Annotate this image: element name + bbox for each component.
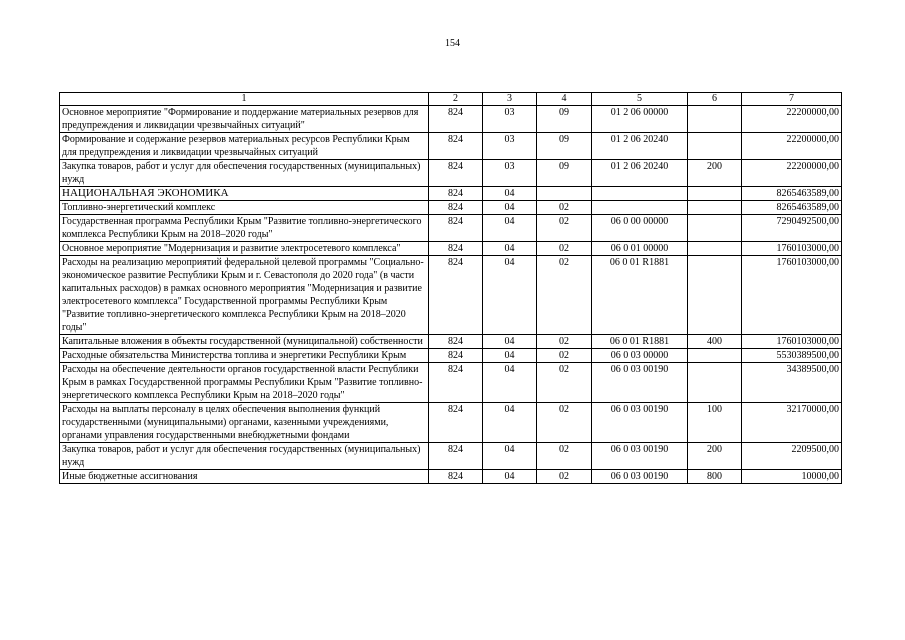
header-cell: 7	[742, 93, 842, 106]
table-row	[60, 133, 842, 160]
section-cell: 04	[483, 256, 537, 335]
section-cell: 04	[483, 470, 537, 484]
section-cell: 04	[483, 335, 537, 349]
header-cell: 1	[60, 93, 429, 106]
subsection-cell: 02	[537, 256, 592, 335]
admin-code-cell: 824	[429, 106, 483, 133]
admin-code-cell: 824	[429, 160, 483, 187]
section-cell: 04	[483, 187, 537, 201]
subsection-cell: 02	[537, 335, 592, 349]
row-name-cell: Основное мероприятие "Модернизация и развитие электросетевого комплекса"	[60, 242, 429, 256]
target-article-cell: 06 0 01 00000	[592, 242, 688, 256]
expense-type-cell	[688, 349, 742, 363]
header-cell: 4	[537, 93, 592, 106]
target-article-cell: 06 0 00 00000	[592, 215, 688, 242]
admin-code-cell: 824	[429, 363, 483, 403]
table-row	[60, 106, 842, 133]
section-cell: 04	[483, 363, 537, 403]
table-row	[60, 470, 842, 484]
budget-table	[59, 92, 842, 484]
row-name-cell: Иные бюджетные ассигнования	[60, 470, 429, 484]
row-name-cell: Государственная программа Республики Крым "Развитие топливно-энергетического комплекса Республики Крым на 2018–2020 годы"	[60, 215, 429, 242]
expense-type-cell	[688, 242, 742, 256]
section-cell: 04	[483, 443, 537, 470]
target-article-cell: 01 2 06 00000	[592, 106, 688, 133]
table-row	[60, 363, 842, 403]
amount-cell: 2209500,00	[742, 443, 842, 470]
header-cell: 2	[429, 93, 483, 106]
expense-type-cell	[688, 133, 742, 160]
section-cell: 04	[483, 215, 537, 242]
row-name-cell: Расходы на реализацию мероприятий федеральной целевой программы "Социально-экономическое развитие Республики Крым и г. Севастополя до 2020 года" (в части капитальных расходов) в рамках основного мероприятия "Модернизация и развитие электросетевого комплекса" Государственной программы Республики Крым "Развитие топливно-энергетического комплекса Республики Крым на 2018–2020 годы"	[60, 256, 429, 335]
subsection-cell: 02	[537, 201, 592, 215]
expense-type-cell: 100	[688, 403, 742, 443]
table-row	[60, 443, 842, 470]
expense-type-cell: 800	[688, 470, 742, 484]
section-cell: 03	[483, 160, 537, 187]
amount-cell: 5530389500,00	[742, 349, 842, 363]
target-article-cell: 01 2 06 20240	[592, 160, 688, 187]
admin-code-cell: 824	[429, 403, 483, 443]
section-cell: 04	[483, 403, 537, 443]
expense-type-cell: 200	[688, 160, 742, 187]
amount-cell: 8265463589,00	[742, 187, 842, 201]
subsection-cell: 02	[537, 443, 592, 470]
table-row	[60, 215, 842, 242]
expense-type-cell	[688, 215, 742, 242]
admin-code-cell: 824	[429, 215, 483, 242]
section-cell: 04	[483, 201, 537, 215]
row-name-cell: Закупка товаров, работ и услуг для обеспечения государственных (муниципальных) нужд	[60, 160, 429, 187]
target-article-cell: 06 0 03 00190	[592, 403, 688, 443]
admin-code-cell: 824	[429, 443, 483, 470]
row-name-cell: Топливно-энергетический комплекс	[60, 201, 429, 215]
table-row	[60, 187, 842, 201]
amount-cell: 10000,00	[742, 470, 842, 484]
expense-type-cell	[688, 106, 742, 133]
page-number: 154	[445, 38, 460, 49]
table-row	[60, 242, 842, 256]
amount-cell: 1760103000,00	[742, 335, 842, 349]
table-body	[60, 106, 842, 484]
header-row	[60, 93, 842, 106]
subsection-cell: 02	[537, 242, 592, 256]
header-cell: 6	[688, 93, 742, 106]
amount-cell: 32170000,00	[742, 403, 842, 443]
row-name-cell: Основное мероприятие "Формирование и поддержание материальных резервов для предупреждения и ликвидации чрезвычайных ситуаций"	[60, 106, 429, 133]
subsection-cell: 02	[537, 363, 592, 403]
amount-cell: 22200000,00	[742, 106, 842, 133]
amount-cell: 22200000,00	[742, 133, 842, 160]
table-row	[60, 335, 842, 349]
section-cell: 03	[483, 133, 537, 160]
target-article-cell: 06 0 01 R1881	[592, 335, 688, 349]
expense-type-cell	[688, 363, 742, 403]
admin-code-cell: 824	[429, 201, 483, 215]
target-article-cell: 06 0 01 R1881	[592, 256, 688, 335]
amount-cell: 1760103000,00	[742, 242, 842, 256]
section-cell: 04	[483, 349, 537, 363]
amount-cell: 34389500,00	[742, 363, 842, 403]
target-article-cell: 06 0 03 00190	[592, 443, 688, 470]
row-name-cell: Расходные обязательства Министерства топлива и энергетики Республики Крым	[60, 349, 429, 363]
target-article-cell: 06 0 03 00190	[592, 470, 688, 484]
expense-type-cell	[688, 187, 742, 201]
row-name-cell: Расходы на выплаты персоналу в целях обеспечения выполнения функций государственными (муниципальными) органами, казенными учреждениями, органами управления государственными внебюджетными фондами	[60, 403, 429, 443]
admin-code-cell: 824	[429, 133, 483, 160]
amount-cell: 7290492500,00	[742, 215, 842, 242]
subsection-cell: 02	[537, 470, 592, 484]
expense-type-cell: 200	[688, 443, 742, 470]
row-name-cell: Закупка товаров, работ и услуг для обеспечения государственных (муниципальных) нужд	[60, 443, 429, 470]
subsection-cell	[537, 187, 592, 201]
table-row	[60, 201, 842, 215]
table-row	[60, 160, 842, 187]
header-cell: 5	[592, 93, 688, 106]
admin-code-cell: 824	[429, 242, 483, 256]
section-cell: 04	[483, 242, 537, 256]
target-article-cell: 01 2 06 20240	[592, 133, 688, 160]
admin-code-cell: 824	[429, 470, 483, 484]
header-cell: 3	[483, 93, 537, 106]
row-name-cell: НАЦИОНАЛЬНАЯ ЭКОНОМИКА	[60, 187, 429, 201]
section-cell: 03	[483, 106, 537, 133]
table-row	[60, 349, 842, 363]
expense-type-cell	[688, 256, 742, 335]
row-name-cell: Расходы на обеспечение деятельности органов государственной власти Республики Крым в рамках Государственной программы Республики Крым "Развитие топливно-энергетического комплекса Республики Крым на 2018–2020 годы"	[60, 363, 429, 403]
expense-type-cell: 400	[688, 335, 742, 349]
expense-type-cell	[688, 201, 742, 215]
admin-code-cell: 824	[429, 187, 483, 201]
admin-code-cell: 824	[429, 335, 483, 349]
subsection-cell: 09	[537, 106, 592, 133]
subsection-cell: 09	[537, 160, 592, 187]
subsection-cell: 02	[537, 349, 592, 363]
amount-cell: 22200000,00	[742, 160, 842, 187]
row-name-cell: Формирование и содержание резервов материальных ресурсов Республики Крым для предупреждения и ликвидации чрезвычайных ситуаций	[60, 133, 429, 160]
target-article-cell: 06 0 03 00190	[592, 363, 688, 403]
subsection-cell: 02	[537, 403, 592, 443]
amount-cell: 1760103000,00	[742, 256, 842, 335]
subsection-cell: 09	[537, 133, 592, 160]
table-row	[60, 403, 842, 443]
admin-code-cell: 824	[429, 349, 483, 363]
row-name-cell: Капитальные вложения в объекты государственной (муниципальной) собственности	[60, 335, 429, 349]
target-article-cell	[592, 187, 688, 201]
amount-cell: 8265463589,00	[742, 201, 842, 215]
admin-code-cell: 824	[429, 256, 483, 335]
table-row	[60, 256, 842, 335]
target-article-cell: 06 0 03 00000	[592, 349, 688, 363]
target-article-cell	[592, 201, 688, 215]
subsection-cell: 02	[537, 215, 592, 242]
